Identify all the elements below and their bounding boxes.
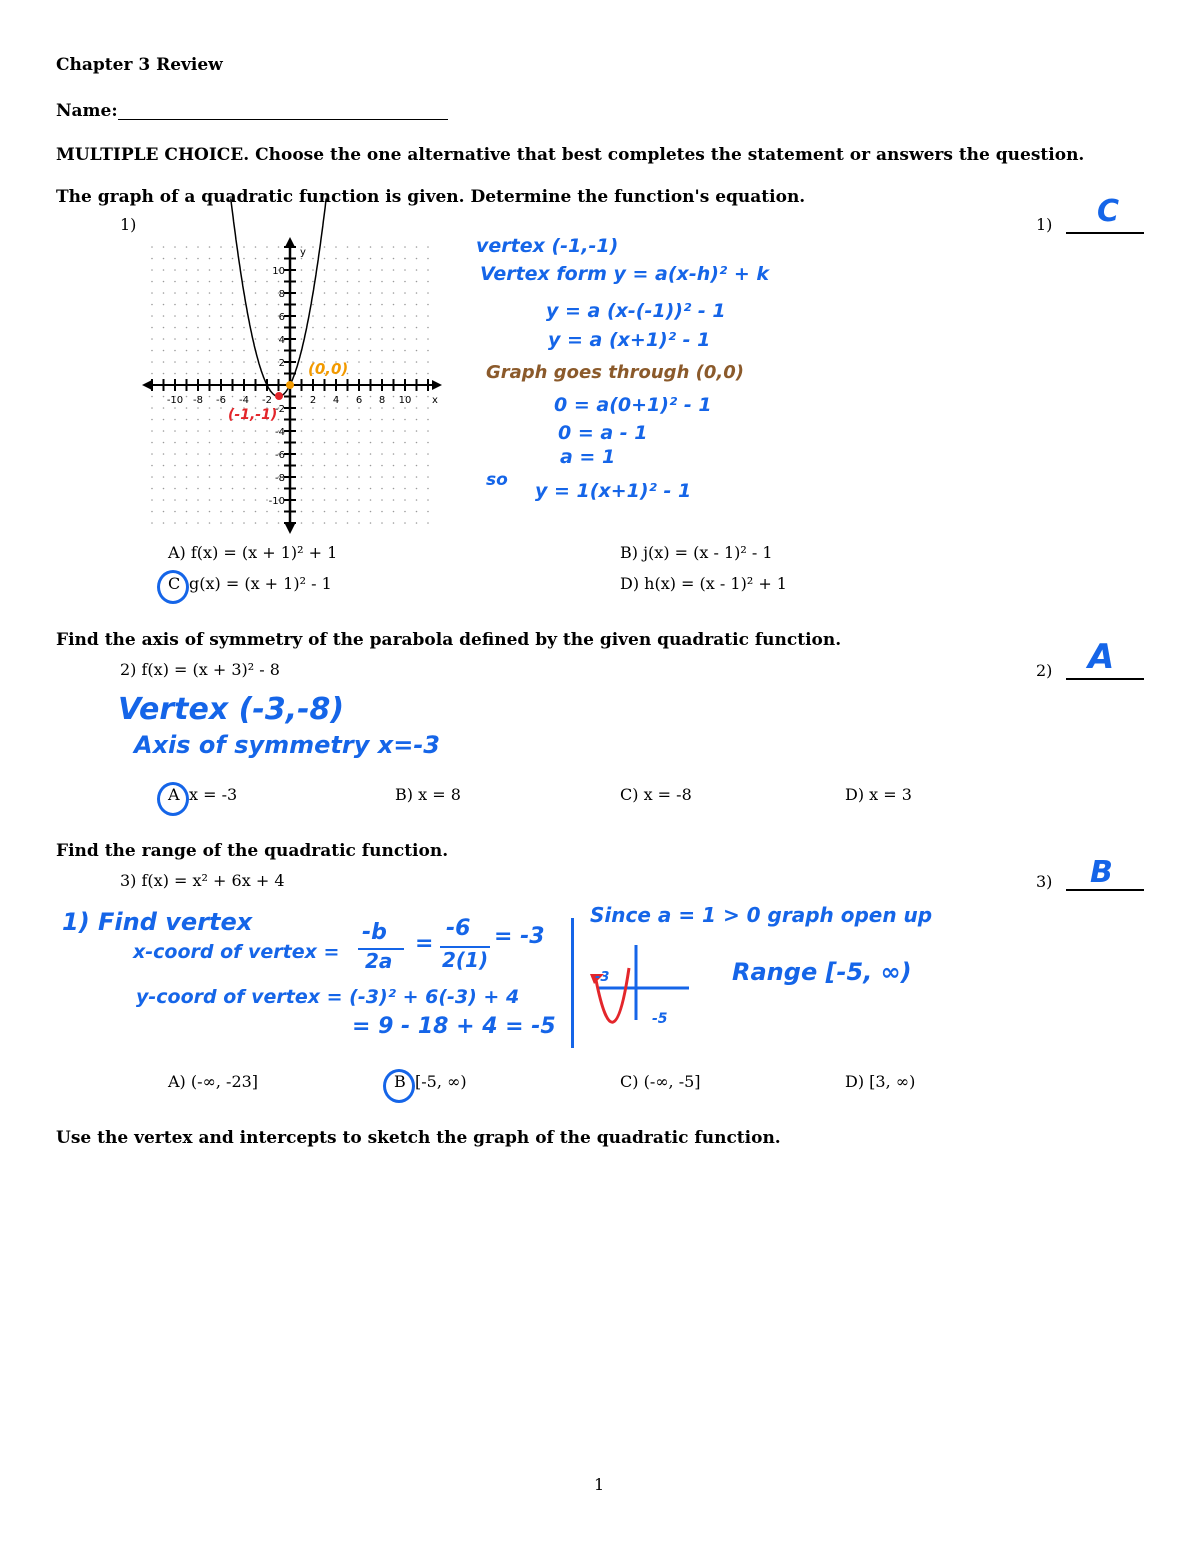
- y-tick-label: -10: [268, 496, 285, 507]
- y-tick-label: 6: [278, 312, 285, 323]
- x-tick-label: 8: [378, 395, 386, 406]
- q3-work-line: x-coord of vertex =: [133, 941, 340, 963]
- q3-work-line: = 9 - 18 + 4 = -5: [352, 1014, 556, 1039]
- q3-choice-a[interactable]: A) (-∞, -23]: [168, 1072, 259, 1091]
- q1-work-line: y = a (x+1)² - 1: [548, 329, 711, 351]
- q3-sketch-label: -3: [595, 970, 610, 985]
- q3-sketch-label: -5: [652, 1011, 668, 1027]
- x-tick-label: 4: [332, 395, 340, 406]
- y-tick-label: 8: [278, 289, 285, 300]
- y-axis-label: y: [300, 247, 306, 258]
- q3-work-line: Range [-5, ∞): [732, 958, 912, 986]
- q3-choice-c[interactable]: C) (-∞, -5]: [620, 1072, 701, 1091]
- q1-choice-b[interactable]: B) j(x) = (x - 1)² - 1: [620, 543, 773, 562]
- q1-choice-c-letter[interactable]: C: [168, 574, 181, 593]
- x-tick-label: 10: [398, 395, 412, 406]
- y-tick-label: -8: [275, 473, 285, 484]
- x-tick-label: 2: [309, 395, 317, 406]
- vertex-point: [275, 392, 283, 400]
- q2-section-heading: Find the axis of symmetry of the parabola defined by the given quadratic function.: [56, 630, 842, 650]
- y-tick-label: -2: [275, 404, 285, 415]
- q1-number: 1): [120, 215, 137, 234]
- q1-section-heading: The graph of a quadratic function is given. Determine the function's equation.: [56, 187, 806, 207]
- x-tick-label: -6: [216, 395, 226, 406]
- q1-handwritten-answer: C: [1097, 194, 1120, 229]
- q2-choice-c[interactable]: C) x = -8: [620, 785, 692, 804]
- q1-work-line: y = a (x-(-1))² - 1: [546, 300, 726, 322]
- vertex-annotation: (-1,-1): [228, 407, 278, 423]
- q1-work-line: 0 = a(0+1)² - 1: [554, 394, 712, 416]
- page-number: 1: [594, 1475, 605, 1494]
- q3-choice-b[interactable]: [-5, ∞): [415, 1072, 467, 1091]
- q2-answer-number: 2): [1036, 661, 1053, 680]
- q3-work-fraction: -6: [446, 916, 471, 941]
- x-tick-label: 6: [355, 395, 363, 406]
- q2-choice-a-letter[interactable]: A: [168, 785, 180, 804]
- q3-choice-b-letter[interactable]: B: [394, 1072, 406, 1091]
- q1-work-line: 0 = a - 1: [558, 422, 648, 444]
- x-tick-label: -2: [262, 395, 272, 406]
- q1-answer-line[interactable]: [1066, 232, 1144, 234]
- q3-handwritten-answer: B: [1090, 855, 1113, 890]
- q3-work-line: 1) Find vertex: [62, 908, 253, 936]
- work-divider: [571, 918, 574, 1048]
- q3-work-line: Since a = 1 > 0 graph open up: [590, 903, 933, 927]
- q1-work-line: Graph goes through (0,0): [486, 362, 744, 383]
- q1-work-line: so: [486, 470, 508, 490]
- q3-answer-number: 3): [1036, 872, 1053, 891]
- q1-graph: [140, 235, 445, 535]
- q3-section-heading: Find the range of the quadratic function.: [56, 841, 449, 861]
- q1-choice-a[interactable]: A) f(x) = (x + 1)² + 1: [168, 543, 338, 562]
- y-tick-label: 4: [278, 335, 285, 346]
- q4-section-heading: Use the vertex and intercepts to sketch the graph of the quadratic function.: [56, 1128, 781, 1148]
- origin-point: [286, 381, 294, 389]
- q1-choice-d[interactable]: D) h(x) = (x - 1)² + 1: [620, 574, 787, 593]
- q2-choice-d[interactable]: D) x = 3: [845, 785, 912, 804]
- q1-work-line: y = 1(x+1)² - 1: [535, 480, 692, 502]
- q2-work-line: Axis of symmetry x=-3: [134, 731, 440, 759]
- q3-work-line: =: [415, 931, 434, 956]
- instructions: MULTIPLE CHOICE. Choose the one alternative that best completes the statement or answers the question.: [56, 145, 1085, 165]
- q1-choice-c[interactable]: g(x) = (x + 1)² - 1: [189, 574, 332, 593]
- q3-work-fraction: 2a: [365, 949, 393, 973]
- origin-annotation: (0,0): [308, 360, 349, 378]
- y-tick-label: 2: [278, 358, 285, 369]
- y-tick-label: -6: [275, 450, 285, 461]
- q2-question: 2) f(x) = (x + 3)² - 8: [120, 660, 280, 679]
- page-title: Chapter 3 Review: [56, 55, 223, 75]
- q3-work-line: = -3: [494, 924, 545, 949]
- q3-choice-d[interactable]: D) [3, ∞): [845, 1072, 916, 1091]
- x-axis-label: x: [432, 395, 438, 406]
- q3-work-fraction: -b: [362, 920, 387, 945]
- name-field-line[interactable]: [118, 119, 448, 120]
- q3-question: 3) f(x) = x² + 6x + 4: [120, 871, 285, 890]
- y-tick-label: 10: [272, 266, 285, 277]
- q1-work-line: Vertex form y = a(x-h)² + k: [480, 263, 770, 285]
- x-tick-label: -4: [239, 395, 249, 406]
- q3-work-line: y-coord of vertex = (-3)² + 6(-3) + 4: [136, 986, 520, 1008]
- q3-sketch: [584, 940, 694, 1035]
- name-label: Name:: [56, 101, 118, 121]
- y-tick-label: -4: [275, 427, 285, 438]
- q1-work-line: a = 1: [560, 446, 616, 468]
- q1-work-line: vertex (-1,-1): [476, 235, 619, 257]
- q3-work-fraction: 2(1): [442, 948, 489, 972]
- x-tick-label: -8: [193, 395, 203, 406]
- q2-work-line: Vertex (-3,-8): [118, 692, 345, 727]
- q2-handwritten-answer: A: [1088, 637, 1115, 677]
- q1-answer-number: 1): [1036, 215, 1053, 234]
- q2-choice-b[interactable]: B) x = 8: [395, 785, 461, 804]
- q2-choice-a[interactable]: x = -3: [189, 785, 238, 804]
- q2-answer-line[interactable]: [1066, 678, 1144, 680]
- x-tick-label: -10: [166, 395, 184, 406]
